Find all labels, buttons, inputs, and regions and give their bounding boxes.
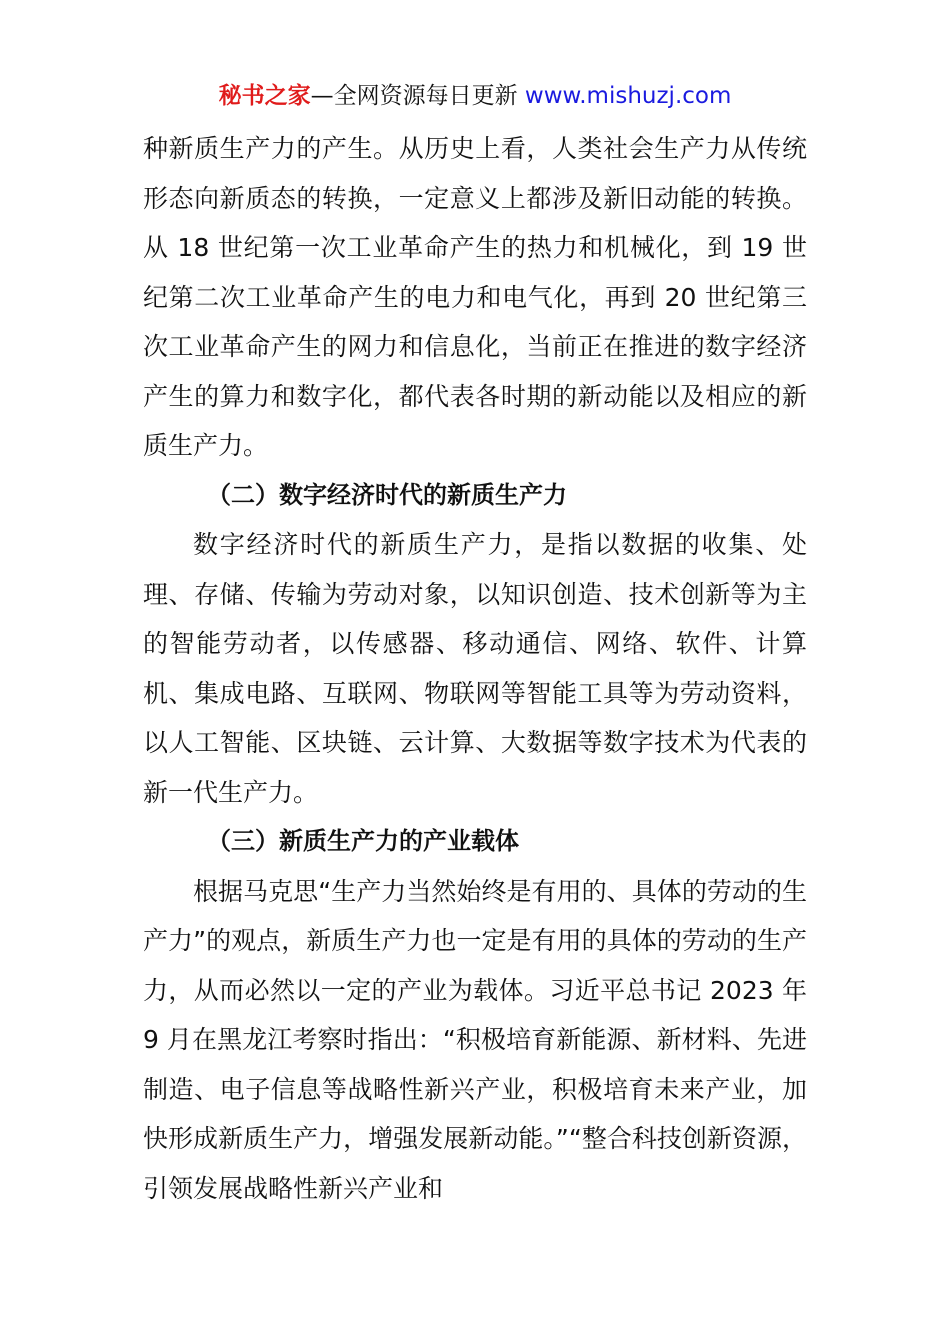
brand-name: 秘书之家: [218, 83, 311, 109]
paragraph-continued: 种新质生产力的产生。从历史上看，人类社会生产力从传统形态向新质态的转换，一定意义上都涉及新旧动能的转换。从 18 世纪第一次工业革命产生的热力和机械化，到 19 世纪第二次工业革命产生的电力和电气化，再到 20 世纪第三次工业革命产生的网力和信息化，当前正在推进的数字经济产生的算力和数字化，都代表各时期的新动能以及相应的新质生产力。: [143, 134, 807, 460]
header-tagline: —全网资源每日更新: [310, 83, 518, 109]
document-body: [143, 124, 807, 1213]
paragraph-digital-economy: 数字经济时代的新质生产力，是指以数据的收集、处理、存储、传输为劳动对象，以知识创造、技术创新等为主的智能劳动者，以传感器、移动通信、网络、软件、计算机、集成电路、互联网、物联网等智能工具等为劳动资料，以人工智能、区块链、云计算、大数据等数字技术为代表的新一代生产力。: [143, 530, 807, 807]
paragraph-industry-carrier: 根据马克思“生产力当然始终是有用的、具体的劳动的生产力”的观点，新质生产力也一定是有用的具体的劳动的生产力，从而必然以一定的产业为载体。习近平总书记 2023 年 9 月在黑龙江考察时指出：“积极培育新能源、新材料、先进制造、电子信息等战略性新兴产业，积极培育未来产业，加快形成新质生产力，增强发展新动能。”“整合科技创新资源，引领发展战略性新兴产业和: [143, 876, 807, 1203]
page-header: [0, 80, 950, 112]
section-heading-2: （二）数字经济时代的新质生产力: [207, 480, 567, 509]
site-url-link[interactable]: www.mishuzj.com: [524, 83, 732, 109]
section-heading-3: （三）新质生产力的产业载体: [207, 827, 519, 855]
